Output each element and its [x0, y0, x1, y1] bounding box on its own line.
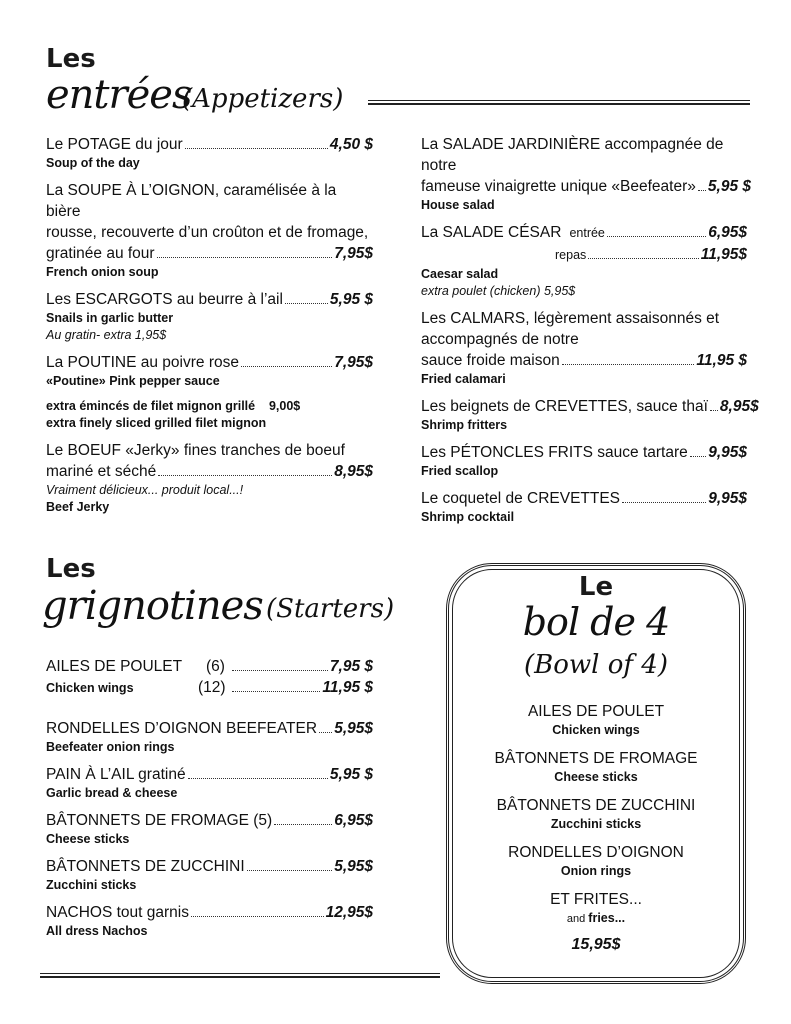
menu-item-calmars [421, 308, 747, 388]
menu-item-batonnets-fromage [46, 810, 373, 848]
grignotines-les: Les [46, 554, 96, 584]
item-name: PAIN À L’AIL gratiné [46, 766, 186, 783]
menu-item-salade-cesar [421, 222, 747, 300]
item-name: mariné et séché [46, 463, 157, 480]
bowl-title: bol de 4 [522, 600, 670, 644]
item-english: Shrimp fritters [421, 418, 508, 432]
bowl-fries-en [446, 910, 746, 928]
item-english: Fried calamari [421, 372, 506, 386]
item-name: La POUTINE au poivre rose [46, 354, 239, 371]
grignotines-title: grignotines [42, 583, 263, 629]
bowl-item-en: Chicken wings [552, 723, 640, 737]
wings-price-6: 7,95 $ [329, 658, 373, 675]
grignotines-subtitle: (Starters) [266, 594, 395, 624]
menu-item-poutine-extra [46, 398, 373, 432]
menu-item-poutine [46, 352, 373, 390]
item-price: 5,95$ [334, 858, 373, 875]
item-name: Le coquetel de CREVETTES [421, 490, 621, 507]
item-price: 9,95$ [708, 490, 747, 507]
item-price: 8,95$ [334, 463, 373, 480]
bowl-item-en: Cheese sticks [554, 770, 638, 784]
item-english: House salad [421, 198, 495, 212]
bowl-fries-fr: ET FRITES... [550, 891, 642, 908]
menu-item-batonnets-zucchini [46, 856, 373, 894]
bottom-rule [40, 973, 440, 978]
menu-item-ailes-poulet [46, 656, 373, 698]
item-price: 7,95$ [334, 354, 373, 371]
item-desc-line: Les CALMARS, légèrement assaisonnés et [421, 310, 720, 327]
item-name: La SALADE CÉSAR [421, 224, 562, 241]
bowl-item-fr: BÂTONNETS DE ZUCCHINI [496, 797, 696, 814]
entrees-rule [368, 100, 750, 105]
item-price: 4,50 $ [329, 136, 373, 153]
item-english: French onion soup [46, 265, 159, 279]
caesar-repas-price: 11,95$ [700, 246, 747, 263]
item-price: 12,95$ [325, 904, 373, 921]
entrees-les: Les [46, 44, 96, 74]
menu-item-jerky [46, 440, 373, 516]
item-name: Le POTAGE du jour [46, 136, 183, 153]
menu-item-coquetel [421, 488, 747, 526]
item-name: NACHOS tout garnis [46, 904, 189, 921]
bowl-price: 15,95$ [571, 936, 621, 953]
item-note: Vraiment délicieux... produit local...! [46, 483, 244, 497]
item-name: BÂTONNETS DE FROMAGE (5) [46, 812, 273, 829]
bowl-item-fr: AILES DE POULET [527, 703, 665, 720]
item-english: Zucchini sticks [46, 878, 137, 892]
bowl-item-en: Onion rings [560, 864, 632, 878]
item-price: 6,95$ [334, 812, 373, 829]
menu-item-soupe-oignon [46, 180, 373, 281]
item-english: Fried scallop [421, 464, 499, 478]
menu-item-beignets-crevettes [421, 396, 759, 434]
item-desc-line: La SALADE JARDINIÈRE accompagnée de notre [421, 136, 724, 174]
item-price: 5,95 $ [329, 766, 373, 783]
item-english: Cheese sticks [46, 832, 130, 846]
item-note: Au gratin- extra 1,95$ [46, 328, 167, 342]
item-name: BÂTONNETS DE ZUCCHINI [46, 858, 245, 875]
item-desc-line: rousse, recouverte d’un croûton et de fromage, [46, 224, 369, 241]
item-name: Les PÉTONCLES FRITS sauce tartare [421, 444, 688, 461]
item-english: Beefeater onion rings [46, 740, 175, 754]
item-price: 5,95 $ [329, 291, 373, 308]
item-english: Soup of the day [46, 156, 140, 170]
entrees-left-column [46, 134, 373, 522]
menu-item-petoncles [421, 442, 747, 480]
item-english: All dress Nachos [46, 924, 148, 938]
menu-item-nachos [46, 902, 373, 940]
item-english: «Poutine» Pink pepper sauce [46, 374, 220, 388]
caesar-entree-price: 6,95$ [708, 224, 747, 241]
bowl-subtitle: (Bowl of 4) [524, 650, 668, 680]
bowl-item-fr: BÂTONNETS DE FROMAGE [494, 750, 698, 767]
bowl-item-en: Zucchini sticks [550, 817, 642, 831]
item-price: 5,95 $ [707, 178, 751, 195]
item-english: Garlic bread & cheese [46, 786, 178, 800]
item-desc-line: accompagnés de notre [421, 331, 579, 348]
item-name: AILES DE POULET [46, 658, 183, 675]
item-price: 9,95$ [708, 444, 747, 461]
item-price: 11,95 $ [696, 352, 747, 369]
bowl-fries-word: fries... [588, 911, 626, 925]
item-english: Shrimp cocktail [421, 510, 515, 524]
caesar-entree-label: entrée [569, 226, 605, 240]
item-english: Beef Jerky [46, 500, 110, 514]
grignotines-column [46, 656, 373, 946]
item-name: RONDELLES D’OIGNON BEEFEATER [46, 720, 318, 737]
item-desc-line: Le BOEUF «Jerky» fines tranches de boeuf [46, 442, 345, 459]
entrees-title: entrées [46, 72, 192, 118]
bowl-panel [446, 572, 746, 954]
item-desc-line: La SOUPE À L’OIGNON, caramélisée à la bière [46, 182, 337, 220]
bowl-le: Le [578, 572, 614, 602]
menu-item-rondelles-oignon [46, 718, 373, 756]
menu-item-salade-jardiniere [421, 134, 751, 214]
item-name: sauce froide maison [421, 352, 560, 369]
item-price: 7,95$ [334, 245, 373, 262]
bowl-item-fr: RONDELLES D’OIGNON [508, 844, 684, 861]
item-name: Les beignets de CREVETTES, sauce thaï [421, 398, 708, 415]
menu-item-escargots [46, 289, 373, 344]
entrees-subtitle: (Appetizers) [182, 84, 344, 114]
wings-qty-12: (12) [198, 679, 226, 696]
item-name: fameuse vinaigrette unique «Beefeater» [421, 178, 696, 195]
item-name: gratinée au four [46, 245, 155, 262]
wings-price-12: 11,95 $ [322, 679, 373, 696]
entrees-right-column [421, 134, 759, 532]
item-name: Les ESCARGOTS au beurre à l’ail [46, 291, 283, 308]
menu-item-potage [46, 134, 373, 172]
item-note: extra poulet (chicken) 5,95$ [421, 284, 576, 298]
extra-french: extra émincés de filet mignon grillé 9,00$ [46, 399, 301, 413]
item-english: Caesar salad [421, 267, 499, 281]
caesar-repas-label: repas [555, 248, 587, 262]
bowl-fries-and: and [566, 913, 586, 925]
wings-qty-6: (6) [206, 658, 225, 675]
menu-item-pain-ail [46, 764, 373, 802]
item-english: Snails in garlic butter [46, 311, 174, 325]
extra-english: extra finely sliced grilled filet mignon [46, 416, 267, 430]
item-price: 8,95$ [719, 398, 759, 415]
item-english: Chicken wings [46, 681, 134, 695]
item-price: 5,95$ [334, 720, 373, 737]
